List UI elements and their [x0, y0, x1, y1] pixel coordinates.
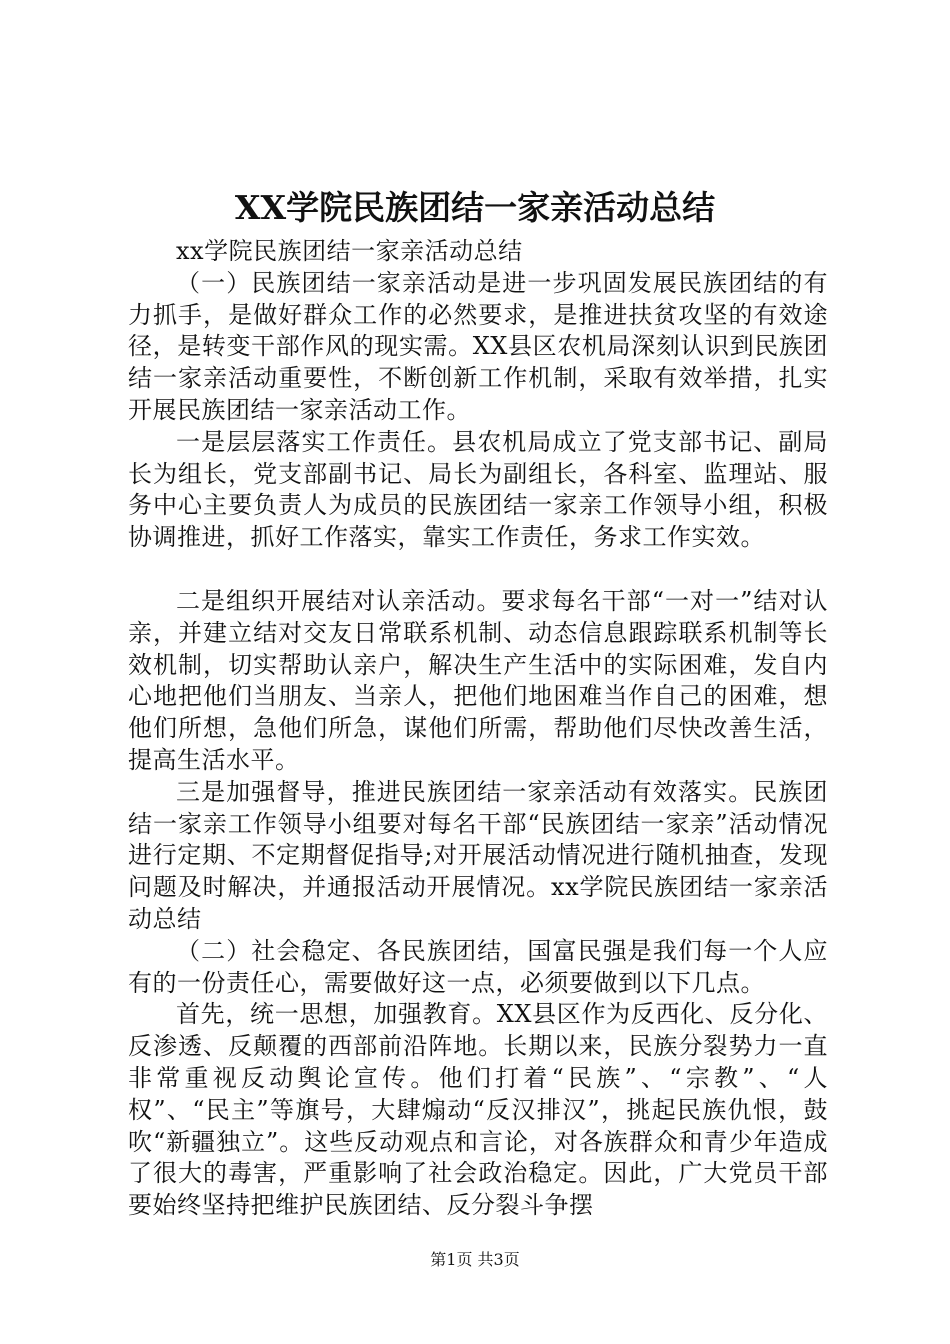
paragraph-point-two: 二是组织开展结对认亲活动。要求每名干部“一对一”结对认亲，并建立结对交友日常联系机制、动态信息跟踪联系机制等长效机制，切实帮助认亲户，解决生产生活中的实际困难，发自内心地把他们当朋友、当亲人，把他们地困难当作自己的困难，想他们所想，急他们所急，谋他们所需，帮助他们尽快改善生活，提高生活水平。: [128, 586, 828, 774]
document-body: [128, 236, 828, 1222]
paragraph-point-three: 三是加强督导，推进民族团结一家亲活动有效落实。民族团结一家亲工作领导小组要对每名干部“民族团结一家亲”活动情况进行定期、不定期督促指导;对开展活动情况进行随机抽查，发现问题及时解决，并通报活动开展情况。xx学院民族团结一家亲活动总结: [128, 777, 828, 933]
paragraph-section-one-intro: （一）民族团结一家亲活动是进一步巩固发展民族团结的有力抓手，是做好群众工作的必然要求，是推进扶贫攻坚的有效途径，是转变干部作风的现实需。XX县区农机局深刻认识到民族团结一家亲活动重要性，不断创新工作机制，采取有效举措，扎实开展民族团结一家亲活动工作。: [128, 268, 828, 424]
paragraph-subtitle: xx学院民族团结一家亲活动总结: [176, 237, 523, 265]
paragraph-section-two-intro: （二）社会稳定、各民族团结，国富民强是我们每一个人应有的一份责任心，需要做好这一点，必须要做到以下几点。: [128, 936, 828, 997]
paragraph-point-one: 一是层层落实工作责任。县农机局成立了党支部书记、副局长为组长，党支部副书记、局长为副组长，各科室、监理站、服务中心主要负责人为成员的民族团结一家亲工作领导小组，积极协调推进，抓好工作落实，靠实工作责任，务求工作实效。: [128, 427, 828, 552]
page-footer: 第1页 共3页: [430, 1250, 520, 1269]
paragraph-first-point: 首先，统一思想，加强教育。XX县区作为反西化、反分化、反渗透、反颠覆的西部前沿阵地。长期以来，民族分裂势力一直非常重视反动舆论宣传。他们打着“民族”、“宗教”、“人权”、“民主”等旗号，大肆煽动“反汉排汉”，挑起民族仇恨，鼓吹“新疆独立”。这些反动观点和言论，对各族群众和青少年造成了很大的毒害，严重影响了社会政治稳定。因此，广大党员干部要始终坚持把维护民族团结、反分裂斗争摆: [128, 1000, 828, 1220]
document-title: XX学院民族团结一家亲活动总结: [234, 188, 716, 227]
